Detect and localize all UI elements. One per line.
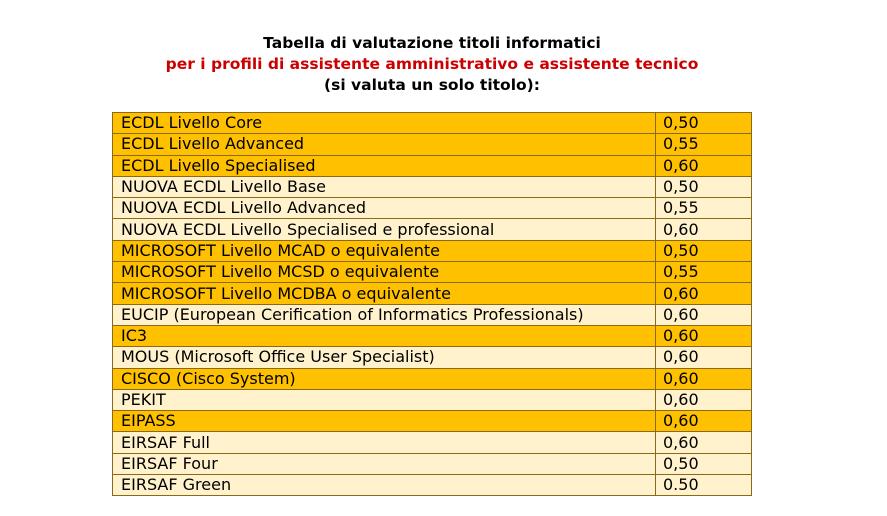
certification-name-cell: MICROSOFT Livello MCAD o equivalente (113, 240, 656, 261)
certification-name-cell: NUOVA ECDL Livello Base (113, 176, 656, 197)
table-row (113, 155, 752, 176)
table-row (113, 368, 752, 389)
certification-name-cell: EIRSAF Full (113, 432, 656, 453)
score-cell: 0,55 (656, 134, 752, 155)
score-cell: 0,60 (656, 304, 752, 325)
certification-name-cell: EUCIP (European Cerification of Informatics Professionals) (113, 304, 656, 325)
certification-name-cell: NUOVA ECDL Livello Specialised e professional (113, 219, 656, 240)
table-row (113, 176, 752, 197)
certification-name-cell: ECDL Livello Advanced (113, 134, 656, 155)
score-cell: 0,60 (656, 411, 752, 432)
evaluation-table (112, 112, 752, 496)
table-row (113, 453, 752, 474)
score-cell: 0,60 (656, 325, 752, 346)
score-cell: 0,60 (656, 368, 752, 389)
certification-name-cell: EIPASS (113, 411, 656, 432)
table-row (113, 283, 752, 304)
certification-name-cell: EIRSAF Four (113, 453, 656, 474)
subtitle-line: per i profili di assistente amministrativo e assistente tecnico (165, 55, 699, 73)
table-row (113, 411, 752, 432)
score-cell: 0,50 (656, 176, 752, 197)
certification-name-cell: CISCO (Cisco System) (113, 368, 656, 389)
certification-name-cell: MOUS (Microsoft Office User Specialist) (113, 347, 656, 368)
certification-name-cell: IC3 (113, 325, 656, 346)
table-row (113, 389, 752, 410)
score-cell: 0,55 (656, 198, 752, 219)
certification-name-cell: ECDL Livello Core (113, 113, 656, 134)
score-cell: 0,60 (656, 432, 752, 453)
document-header (0, 33, 864, 96)
table-body (113, 113, 752, 496)
table-row (113, 262, 752, 283)
score-cell: 0,50 (656, 240, 752, 261)
table-row (113, 240, 752, 261)
certification-name-cell: MICROSOFT Livello MCSD o equivalente (113, 262, 656, 283)
score-cell: 0,55 (656, 262, 752, 283)
certification-name-cell: EIRSAF Green (113, 475, 656, 496)
score-cell: 0,50 (656, 453, 752, 474)
score-cell: 0,50 (656, 113, 752, 134)
certification-name-cell: NUOVA ECDL Livello Advanced (113, 198, 656, 219)
table-row (113, 347, 752, 368)
table-row (113, 325, 752, 346)
table-row (113, 134, 752, 155)
title-line: Tabella di valutazione titoli informatici (263, 34, 601, 52)
table-row (113, 304, 752, 325)
table-row (113, 432, 752, 453)
certification-name-cell: PEKIT (113, 389, 656, 410)
certification-name-cell: MICROSOFT Livello MCDBA o equivalente (113, 283, 656, 304)
table-row (113, 198, 752, 219)
score-cell: 0,60 (656, 389, 752, 410)
score-cell: 0.50 (656, 475, 752, 496)
table-row (113, 219, 752, 240)
certification-name-cell: ECDL Livello Specialised (113, 155, 656, 176)
score-cell: 0,60 (656, 283, 752, 304)
table-row (113, 475, 752, 496)
table-row (113, 113, 752, 134)
score-cell: 0,60 (656, 155, 752, 176)
note-line: (si valuta un solo titolo): (324, 76, 540, 94)
score-cell: 0,60 (656, 219, 752, 240)
score-cell: 0,60 (656, 347, 752, 368)
